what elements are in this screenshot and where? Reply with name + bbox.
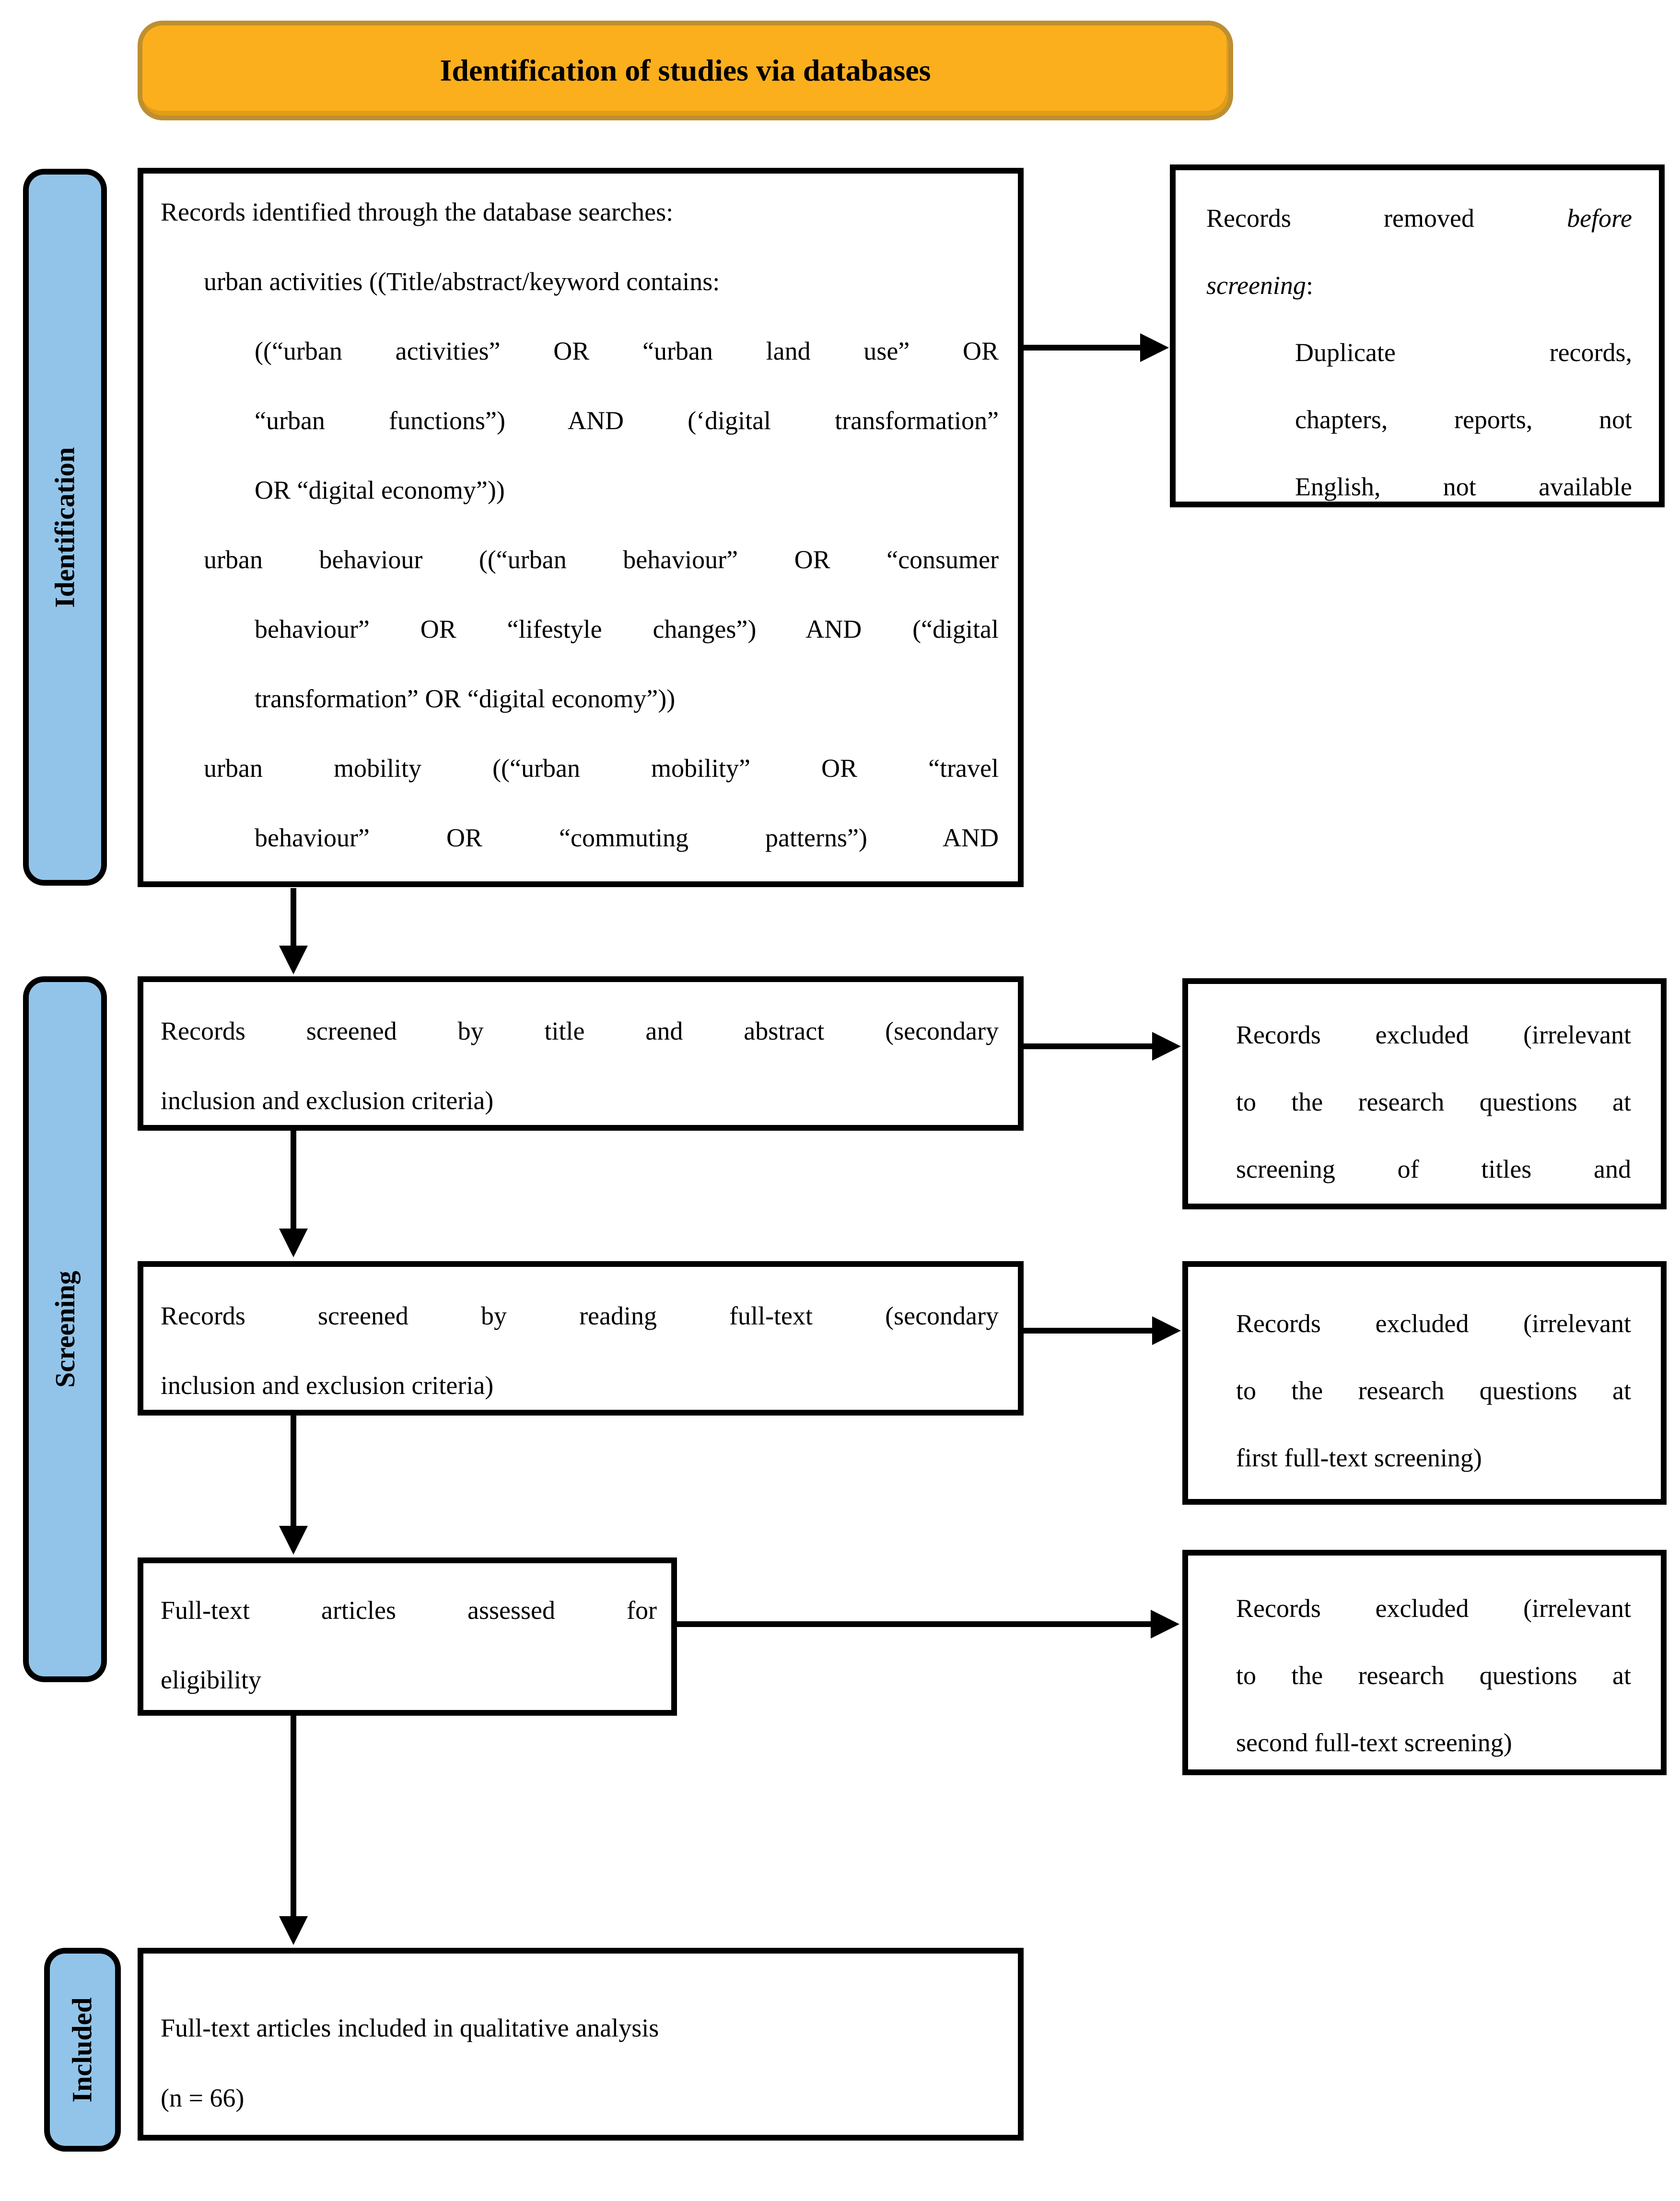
text-line: ((“urban activities” OR “urban land use” OR	[255, 337, 999, 365]
arrow-shaft	[291, 1716, 296, 1918]
text-line	[1206, 185, 1632, 252]
text-line: chapters, reports, not	[1295, 405, 1632, 434]
text-line: first full-text screening)	[1236, 1443, 1482, 1472]
arrowhead-down-icon	[279, 1526, 308, 1555]
arrowhead-down-icon	[279, 946, 308, 974]
stage-tag-identification	[23, 169, 107, 886]
diagram-title-banner	[138, 21, 1233, 120]
box-excluded-title-screening	[1182, 978, 1667, 1209]
text-line: second full-text screening)	[1236, 1728, 1512, 1757]
text-line: Records screened by title and abstract (secondary	[161, 1017, 999, 1045]
text-line: Duplicate records,	[1295, 338, 1632, 367]
text-line: Records screened by reading full-text (secondary	[161, 1301, 999, 1330]
text-line: to the research questions at	[1236, 1661, 1631, 1690]
text-line: urban mobility ((“urban mobility” OR “travel	[204, 754, 999, 783]
arrowhead-right-icon	[1140, 333, 1169, 362]
text-line: behaviour” OR “lifestyle changes”) AND (“digital	[255, 615, 999, 644]
text-fragment: Records removed	[1206, 204, 1474, 233]
text-line: Records identified through the database searches:	[161, 198, 674, 226]
text-line: to the research questions at	[1236, 1088, 1631, 1116]
box-screened-fulltext	[138, 1261, 1024, 1416]
text-line: OR “digital economy”))	[255, 476, 505, 504]
text-line	[1206, 252, 1632, 319]
arrow-shaft	[1024, 1043, 1153, 1049]
arrow-shaft	[291, 1131, 296, 1230]
text-line: urban activities ((Title/abstract/keyword contains:	[204, 267, 720, 296]
arrowhead-right-icon	[1151, 1610, 1179, 1639]
arrow-shaft	[291, 1416, 296, 1528]
text-line: (n = 66)	[161, 2084, 245, 2112]
text-line: Records excluded (irrelevant	[1236, 1020, 1631, 1049]
box-excluded-first-fulltext	[1182, 1261, 1667, 1505]
diagram-title: Identification of studies via databases	[440, 53, 931, 87]
text-line: Records excluded (irrelevant	[1236, 1309, 1631, 1338]
text-line: transformation” OR “digital economy”))	[255, 684, 676, 713]
text-line: eligibility	[161, 1665, 261, 1694]
box-included-qualitative	[138, 1948, 1024, 2141]
text-line: English, not available	[1295, 472, 1632, 501]
box-fulltext-assessed	[138, 1557, 677, 1716]
text-line: urban behaviour ((“urban behaviour” OR “consumer	[204, 545, 999, 574]
text-line: Full-text articles included in qualitative analysis	[161, 2014, 659, 2042]
text-line: screening of titles and	[1236, 1155, 1631, 1183]
arrow-shaft	[677, 1621, 1152, 1627]
text-line: “urban functions”) AND (‘digital transformation”	[255, 406, 999, 435]
stage-label-screening: Screening	[49, 1271, 81, 1388]
box-records-identified	[138, 168, 1024, 887]
box-excluded-second-fulltext	[1182, 1550, 1667, 1775]
arrowhead-down-icon	[279, 1916, 308, 1945]
text-line: inclusion and exclusion criteria)	[161, 1371, 494, 1400]
arrow-shaft	[291, 888, 296, 948]
arrow-shaft	[1024, 345, 1142, 351]
box-screened-title-abstract	[138, 976, 1024, 1131]
box-records-removed	[1170, 164, 1665, 507]
text-line: behaviour” OR “commuting patterns”) AND	[255, 823, 999, 852]
text-fragment-italic: before	[1567, 204, 1633, 233]
text-line: inclusion and exclusion criteria)	[161, 1086, 494, 1115]
stage-tag-screening	[23, 976, 107, 1682]
arrowhead-right-icon	[1152, 1032, 1181, 1061]
text-fragment: :	[1306, 271, 1313, 300]
arrowhead-right-icon	[1152, 1316, 1181, 1345]
arrowhead-down-icon	[279, 1229, 308, 1257]
stage-label-identification: Identification	[49, 446, 81, 608]
arrow-shaft	[1024, 1328, 1153, 1334]
text-line: Records excluded (irrelevant	[1236, 1594, 1631, 1623]
text-fragment-italic: screening	[1206, 271, 1306, 300]
stage-label-included: Included	[67, 1997, 98, 2103]
text-line: to the research questions at	[1236, 1376, 1631, 1405]
text-line: Full-text articles assessed for	[161, 1596, 657, 1625]
stage-tag-included	[44, 1948, 121, 2152]
